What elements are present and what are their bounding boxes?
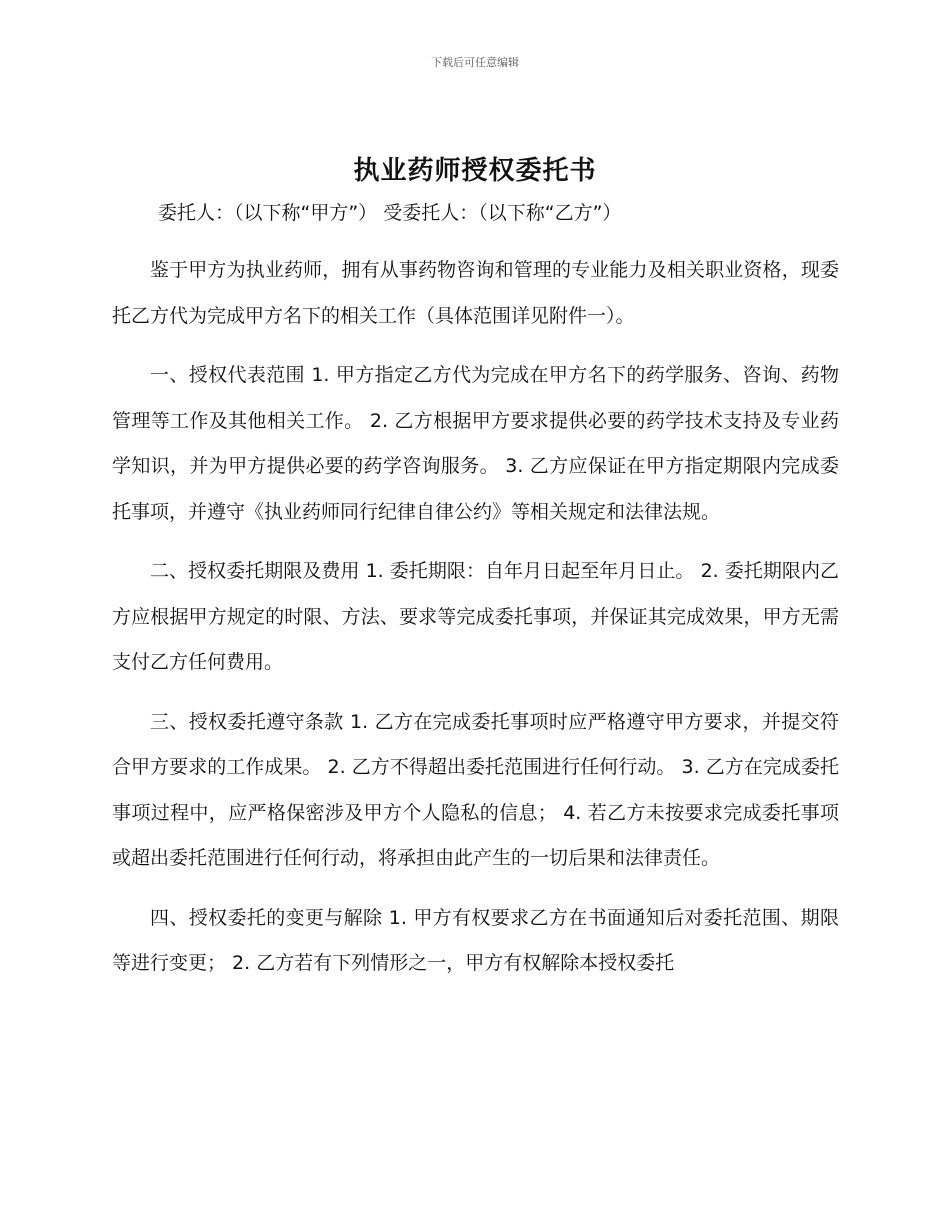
paragraph-preamble: 鉴于甲方为执业药师，拥有从事药物咨询和管理的专业能力及相关职业资格，现委托乙方代为完成甲方名下的相关工作（具体范围详见附件一）。 [112,259,839,327]
paragraph-section-1: 一、授权代表范围 1. 甲方指定乙方代为完成在甲方名下的药学服务、咨询、药物管理等工作及其他相关工作。 2. 乙方根据甲方要求提供必要的药学技术支持及专业药学知识，并为甲方提供必要的药学咨询服务。 3. 乙方应保证在甲方指定期限内完成委托事项，并遵守《执业药师同行纪律自律公约》等相关规定和法律法规。 [112,364,839,523]
document-body [112,248,839,1001]
parties-line: 委托人：（以下称“甲方”） 受委托人：（以下称“乙方”） [158,202,622,224]
paragraph-section-4: 四、授权委托的变更与解除 1. 甲方有权要求乙方在书面通知后对委托范围、期限等进行变更； 2. 乙方若有下列情形之一，甲方有权解除本授权委托 [112,906,839,974]
header-note: 下载后可任意编辑 [431,56,519,69]
paragraph-section-2: 二、授权委托期限及费用 1. 委托期限：自年月日起至年月日止。 2. 委托期限内乙方应根据甲方规定的时限、方法、要求等完成委托事项，并保证其完成效果，甲方无需支付乙方任何费用。 [112,560,839,673]
paragraph-section-3: 三、授权委托遵守条款 1. 乙方在完成委托事项时应严格遵守甲方要求，并提交符合甲方要求的工作成果。 2. 乙方不得超出委托范围进行任何行动。 3. 乙方在完成委托事项过程中，应严格保密涉及甲方个人隐私的信息； 4. 若乙方未按要求完成委托事项或超出委托范围进行任何行动，将承担由此产生的一切后果和法律责任。 [112,710,839,869]
document-title: 执业药师授权委托书 [353,156,597,186]
